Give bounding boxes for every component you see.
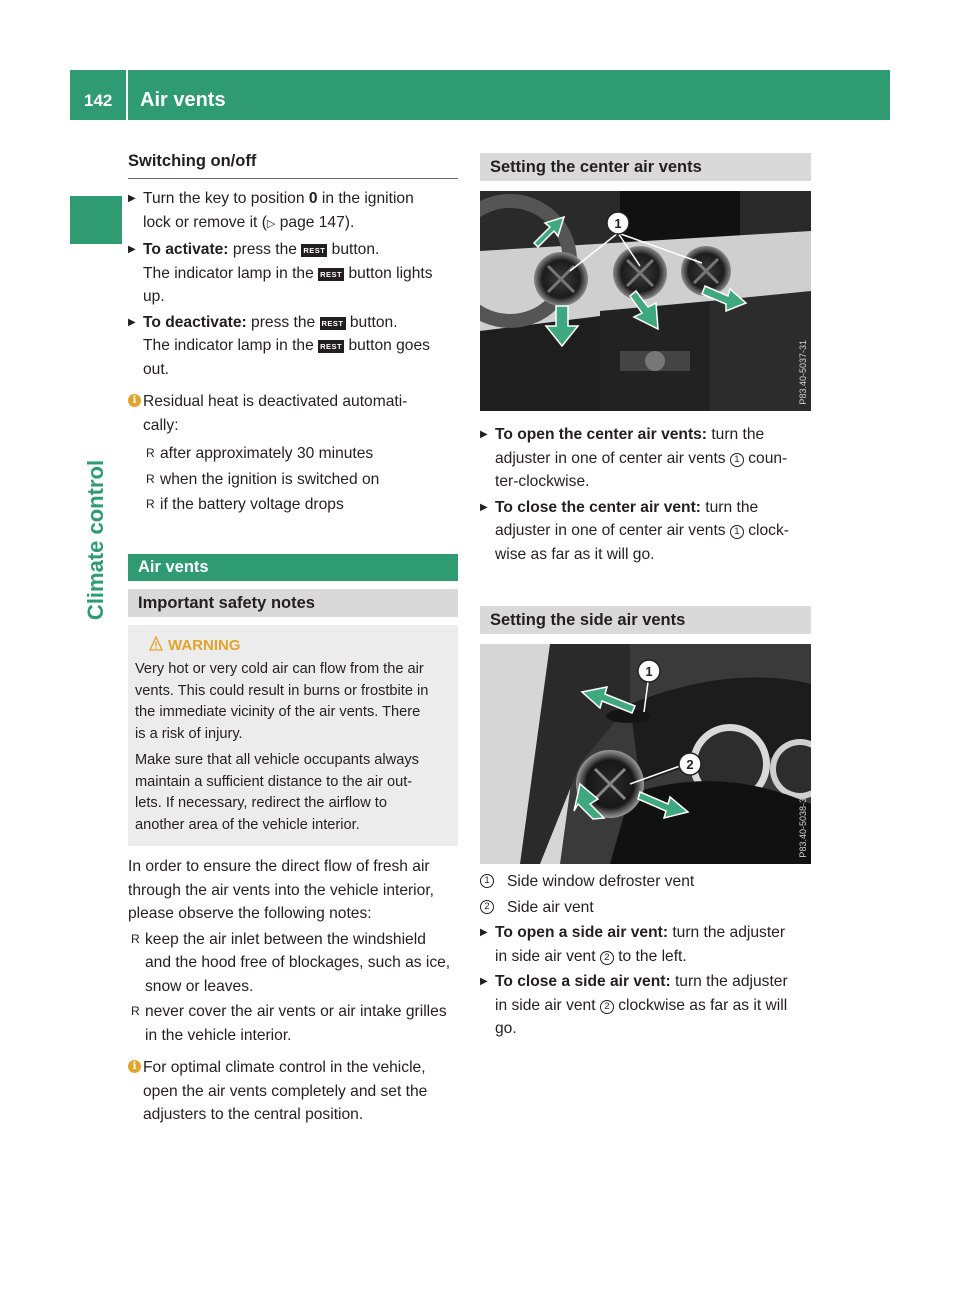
list-item: R keep the air inlet between the windshield and the hood free of blockages, such as ice, snow or leaves. [128, 928, 458, 999]
right-column [480, 153, 811, 1043]
callout-label: 2 [686, 757, 694, 772]
info-icon: i [128, 394, 141, 407]
list-item: R never cover the air vents or air intake grilles in the vehicle interior. [128, 1000, 458, 1047]
switching-heading: Switching on/off [128, 150, 458, 179]
warning-advice: Make sure that all vehicle occupants always maintain a sufficient distance to the air out- lets. If necessary, redirect the airflow to another area of the vehicle interior. [135, 752, 419, 833]
center-vents-figure [480, 191, 811, 411]
intro-paragraph: In order to ensure the direct flow of fresh air through the air vents into the vehicle interior, please observe the following notes: [128, 858, 434, 922]
climate-tip: i For optimal climate control in the vehicle, open the air vents completely and set the adjusters to the central position. [128, 1056, 458, 1127]
arrow-right-icon: ▶ [128, 316, 136, 328]
header-divider [126, 70, 128, 122]
check-bullet-icon: R [131, 931, 140, 946]
residual-heat-note: i Residual heat is deactivated automati- cally: R after approximately 30 minutes R when the ignition is switched on R if the battery voltage drops [128, 390, 458, 517]
warning-box [128, 625, 458, 847]
arrow-right-icon: ▶ [480, 501, 488, 513]
section-center-vents: Setting the center air vents [480, 153, 811, 181]
check-bullet-icon: R [146, 497, 155, 511]
rest-button-icon: REST [320, 342, 343, 351]
callout-ref: 2 [600, 1000, 614, 1014]
warning-triangle-icon [149, 636, 163, 652]
page-title: Air vents [140, 89, 226, 111]
step-close-side-vent: ▶ To close a side air vent: turn the adjuster in side air vent 2 clockwise as far as it will go. [480, 970, 811, 1041]
step-activate: ▶ To activate: press the REST button. The indicator lamp in the REST button lights up. [128, 238, 458, 309]
section-air-vents: Air vents [128, 554, 458, 581]
list-item: R if the battery voltage drops [143, 493, 458, 517]
page-ref-icon: ▷ [266, 217, 276, 230]
callout-ref: 2 [600, 951, 614, 965]
step-close-center-vents: ▶ To close the center air vent: turn the adjuster in one of center air vents 1 clock- wise as far as it will go. [480, 496, 811, 567]
warning-text: Very hot or very cold air can flow from the air vents. This could result in burns or frostbite in the immediate vicinity of the air vents. There is a risk of injury. [135, 661, 429, 742]
step-open-center-vents: ▶ To open the center air vents: turn the adjuster in one of center air vents 1 coun- ter-clockwise. [480, 423, 811, 494]
callout-ref: 2 [480, 900, 494, 914]
left-column [128, 150, 458, 1127]
info-icon: i [128, 1060, 141, 1073]
callout-label: 1 [614, 216, 622, 231]
header-rule [70, 120, 890, 123]
chapter-label: Climate control [83, 459, 108, 621]
side-vents-photo [480, 644, 811, 864]
check-bullet-icon: R [146, 471, 155, 486]
step-deactivate: ▶ To deactivate: press the REST button. The indicator lamp in the REST button goes out. [128, 311, 458, 382]
arrow-right-icon: ▶ [128, 244, 136, 255]
arrow-right-icon: ▶ [480, 927, 488, 938]
section-safety-notes: Important safety notes [128, 589, 458, 617]
chapter-tab [70, 196, 122, 244]
list-item: R after approximately 30 minutes [143, 442, 458, 466]
check-bullet-icon: R [131, 1004, 140, 1018]
page-number: 142 [84, 91, 113, 110]
rest-button-icon: REST [320, 269, 343, 279]
legend-item: 1 Side window defroster vent [480, 870, 811, 894]
list-item: R when the ignition is switched on [143, 468, 458, 492]
warning-title: WARNING [135, 635, 451, 657]
side-vents-figure [480, 644, 811, 864]
callout-label: 1 [645, 664, 653, 679]
check-bullet-icon: R [146, 446, 155, 460]
center-vents-photo [480, 191, 811, 411]
legend-item: 2 Side air vent [480, 896, 811, 920]
rest-button-icon: REST [321, 318, 344, 328]
figure-code: P83.40-5038-31 [798, 793, 808, 858]
section-side-vents: Setting the side air vents [480, 606, 811, 634]
rest-button-icon: REST [303, 246, 326, 255]
step-open-side-vent: ▶ To open a side air vent: turn the adjuster in side air vent 2 to the left. [480, 921, 811, 968]
step-turn-key: ▶ Turn the key to position 0 in the ignition lock or remove it (▷ page 147). [128, 187, 458, 236]
callout-ref: 1 [730, 525, 744, 539]
figure-code: P83.40-5037-31 [798, 340, 808, 405]
arrow-right-icon: ▶ [480, 429, 488, 440]
callout-ref: 1 [730, 453, 744, 467]
arrow-right-icon: ▶ [128, 193, 136, 204]
arrow-right-icon: ▶ [480, 976, 488, 987]
callout-ref: 1 [480, 874, 494, 888]
